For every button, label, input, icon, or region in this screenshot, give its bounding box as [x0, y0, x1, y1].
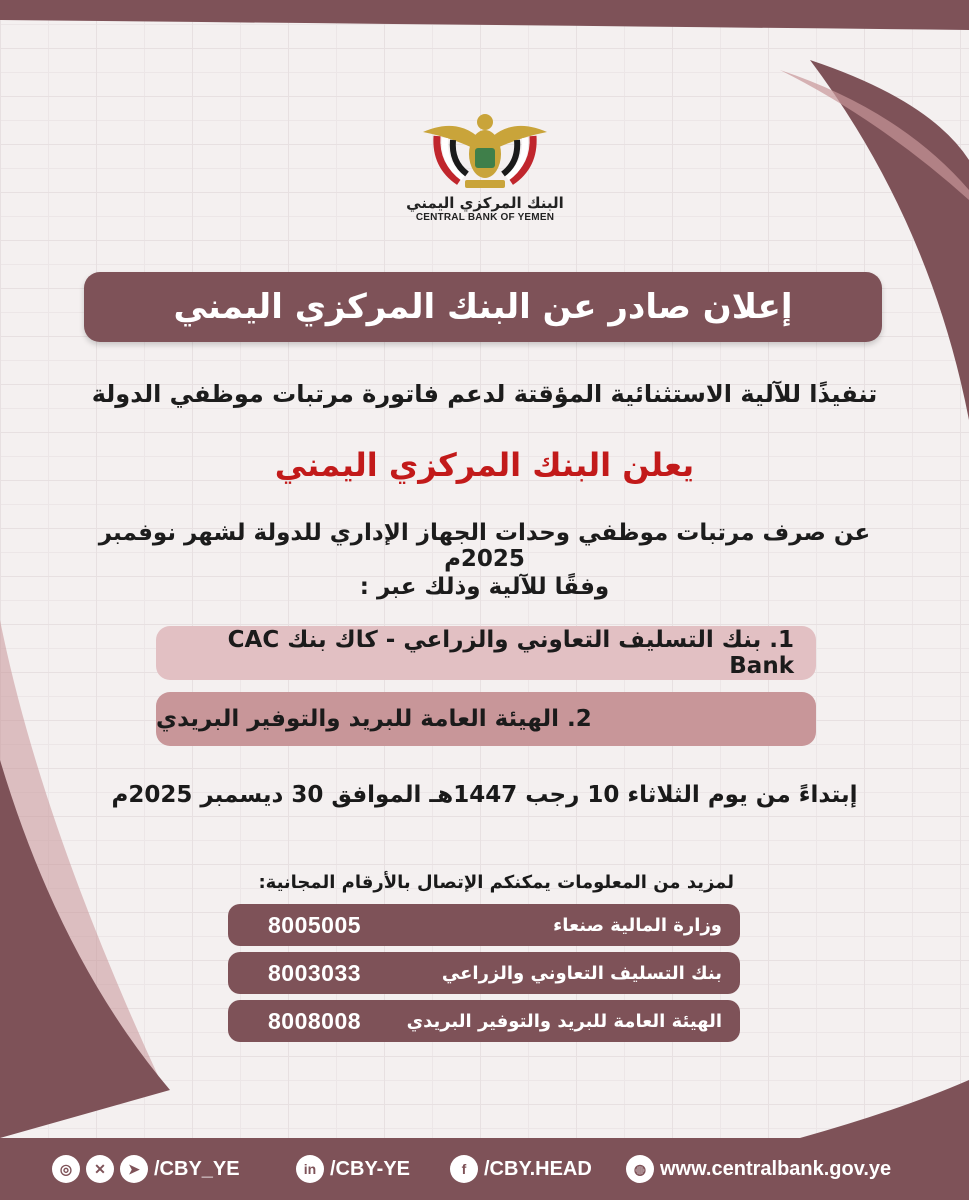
handle-cby-ye[interactable]: /CBY_YE	[154, 1157, 240, 1180]
footer-group-website	[626, 1155, 891, 1183]
footer-bar	[0, 1138, 969, 1200]
contact-name: وزارة المالية صنعاء	[553, 914, 722, 936]
channel-label: 2. الهيئة العامة للبريد والتوفير البريدي	[156, 706, 592, 732]
contact-number: 8003033	[268, 959, 362, 986]
instagram-icon[interactable]: ◎	[52, 1155, 80, 1183]
contact-number: 8005005	[268, 911, 362, 938]
globe-icon[interactable]: ◍	[626, 1155, 654, 1183]
contacts-heading: لمزيد من المعلومات يمكنكم الإتصال بالأرقام المجانية:	[258, 872, 734, 893]
announcement-title-bar	[84, 272, 882, 342]
announcer-text: يعلن البنك المركزي اليمني	[274, 446, 695, 484]
footer-group-facebook	[450, 1155, 592, 1183]
mechanism-text: وفقًا للآلية وذلك عبر :	[359, 574, 610, 600]
yemen-eagle-emblem-icon	[415, 110, 555, 192]
x-icon[interactable]: ✕	[86, 1155, 114, 1183]
website-link[interactable]: www.centralbank.gov.ye	[660, 1157, 892, 1180]
telegram-icon[interactable]: ➤	[120, 1155, 148, 1183]
channel-item-cac-bank	[156, 626, 816, 680]
contact-name: الهيئة العامة للبريد والتوفير البريدي	[406, 1010, 722, 1032]
central-bank-logo	[405, 110, 565, 240]
channel-item-post	[156, 692, 816, 746]
contact-row-cac	[228, 952, 740, 994]
contact-number: 8008008	[268, 1007, 362, 1034]
handle-linkedin[interactable]: /CBY-YE	[330, 1157, 411, 1180]
start-date-text: إبتداءً من يوم الثلاثاء 10 رجب 1447هـ الموافق 30 ديسمبر 2025م	[111, 782, 858, 808]
handle-facebook[interactable]: /CBY.HEAD	[484, 1157, 592, 1180]
footer-group-linkedin	[296, 1155, 410, 1183]
logo-name-english: CENTRAL BANK OF YEMEN	[415, 212, 555, 223]
facebook-icon[interactable]: f	[450, 1155, 478, 1183]
logo-name-arabic: البنك المركزي اليمني	[406, 194, 564, 212]
footer-group-social-1	[52, 1155, 240, 1183]
announcement-title: إعلان صادر عن البنك المركزي اليمني	[173, 287, 793, 327]
channel-label: 1. بنك التسليف التعاوني والزراعي - كاك بنك CAC Bank	[227, 627, 794, 679]
contact-row-post	[228, 1000, 740, 1042]
intro-text: تنفيذًا للآلية الاستثنائية المؤقتة لدعم فاتورة مرتبات موظفي الدولة	[91, 380, 878, 408]
payment-text: عن صرف مرتبات موظفي وحدات الجهاز الإداري للدولة لشهر نوفمبر 2025م	[98, 520, 871, 572]
contact-row-finance	[228, 904, 740, 946]
contact-name: بنك التسليف التعاوني والزراعي	[441, 962, 722, 984]
linkedin-icon[interactable]: in	[296, 1155, 324, 1183]
